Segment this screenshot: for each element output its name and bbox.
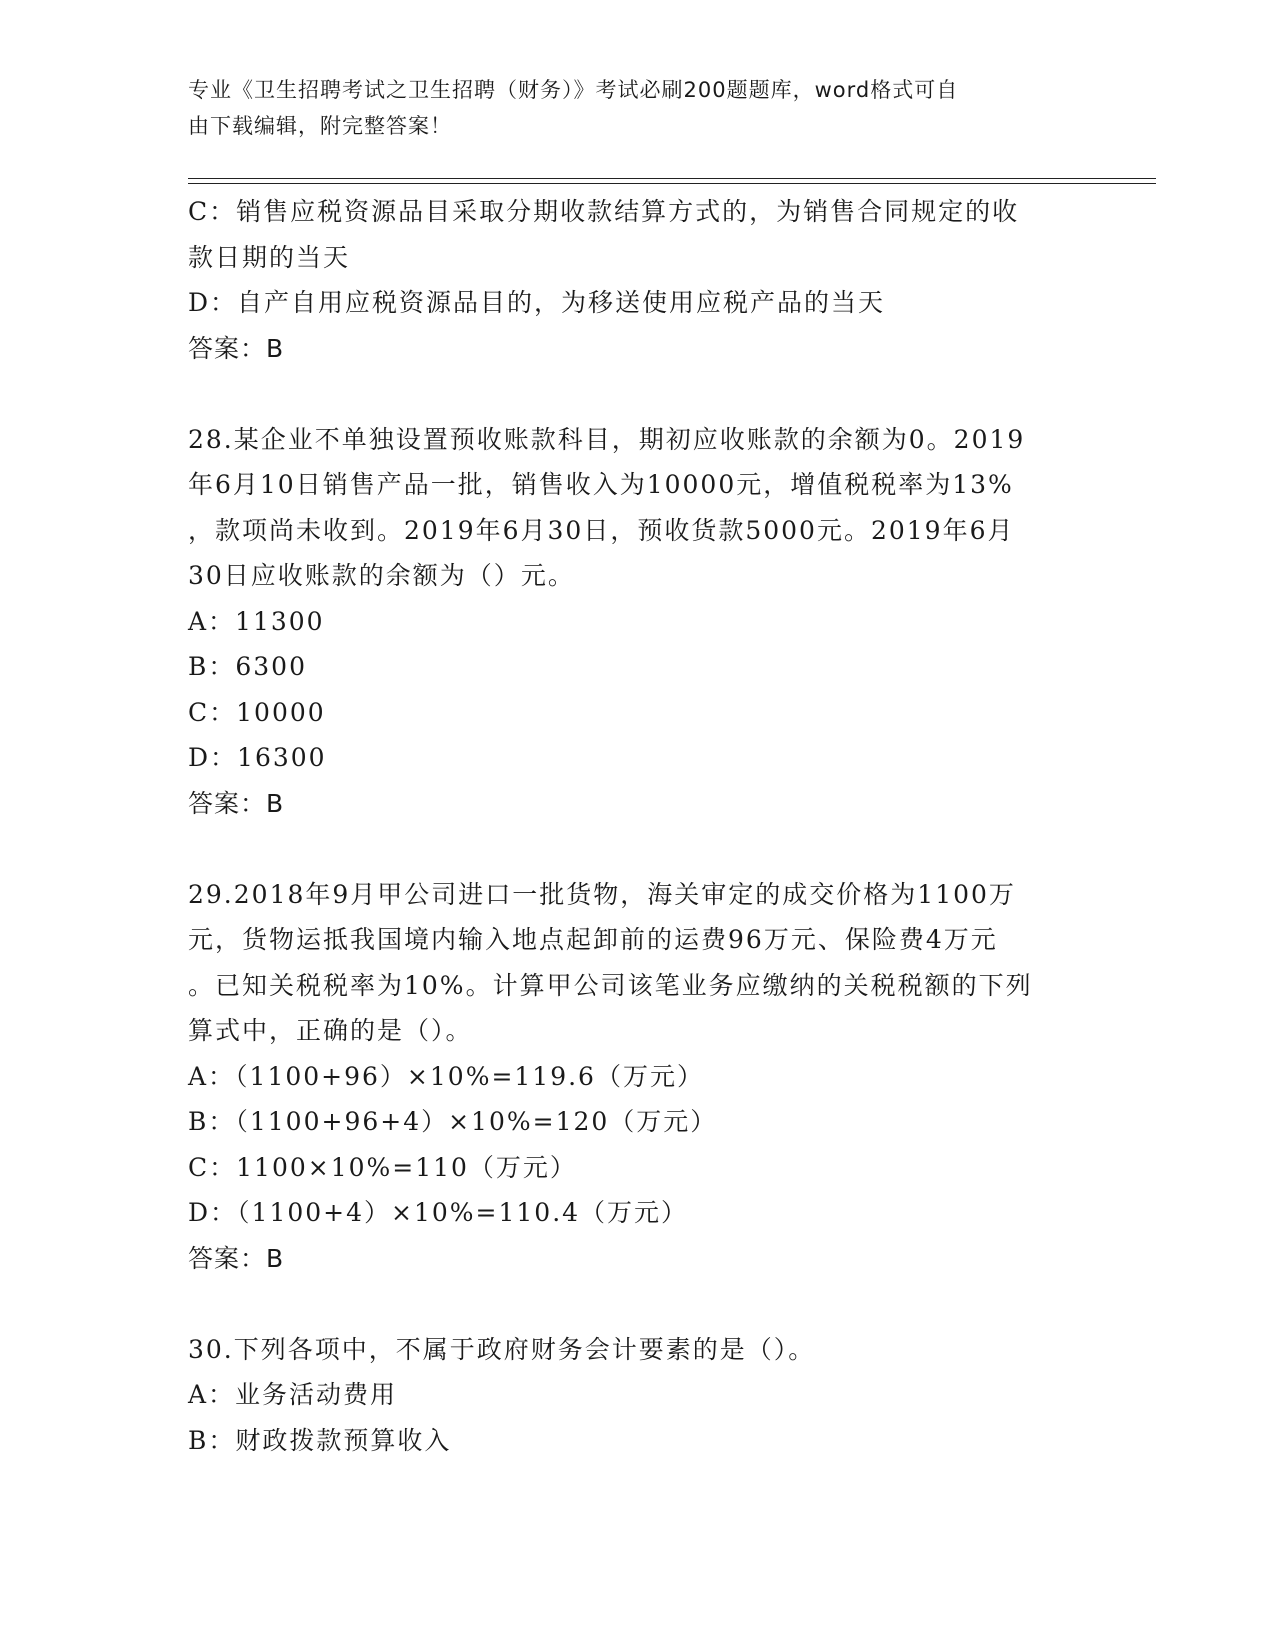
question-29 — [188, 872, 1088, 1282]
question-stem-line-1: 28.某企业不单独设置预收账款科目，期初应收账款的余额为0。2019 — [188, 424, 1026, 454]
question-content — [188, 189, 1088, 1463]
option-b: B：（1100+96+4）×10%=120（万元） — [188, 1107, 718, 1136]
question-stem-line-3: ，款项尚未收到。2019年6月30日，预收货款5000元。2019年6月 — [188, 515, 1015, 545]
option-c: C：1100×10%=110（万元） — [188, 1152, 577, 1182]
question-stem-line-3: 。已知关税税率为10%。计算甲公司该笔业务应缴纳的关税税额的下列 — [188, 970, 1033, 1000]
option-a: A：业务活动费用 — [188, 1380, 398, 1409]
header-line-2: 由下载编辑，附完整答案！ — [188, 114, 452, 138]
question-stem-line-4: 算式中，正确的是（）。 — [188, 1016, 473, 1045]
option-d: D：（1100+4）×10%=110.4（万元） — [188, 1198, 689, 1227]
option-a: A：11300 — [188, 606, 325, 636]
option-c: C：10000 — [188, 697, 326, 727]
question-stem-line-2: 年6月10日销售产品一批，销售收入为10000元，增值税税率为13% — [188, 470, 1014, 499]
option-d: D：自产自用应税资源品目的，为移送使用应税产品的当天 — [188, 288, 886, 317]
option-b: B：6300 — [188, 652, 307, 681]
answer: 答案：B — [188, 788, 285, 818]
spacer — [188, 371, 1088, 417]
spacer — [188, 826, 1088, 872]
question-stem-line-1: 30.下列各项中，不属于政府财务会计要素的是（）。 — [188, 1334, 816, 1364]
header-divider-bottom — [188, 183, 1156, 184]
question-30 — [188, 1327, 1088, 1464]
question-28 — [188, 417, 1088, 827]
option-b: B：财政拨款预算收入 — [188, 1425, 452, 1455]
question-27 — [188, 189, 1088, 371]
option-d: D：16300 — [188, 743, 327, 772]
question-stem-line-2: 元，货物运抵我国境内输入地点起卸前的运费96万元、保险费4万元 — [188, 925, 998, 954]
header-divider-top — [188, 178, 1156, 179]
header-line-1: 专业《卫生招聘考试之卫生招聘（财务）》考试必刷200题题库，word格式可自 — [188, 78, 959, 102]
document-header — [188, 72, 1068, 144]
option-c-line-2: 款日期的当天 — [188, 242, 351, 272]
spacer — [188, 1281, 1088, 1327]
option-a: A：（1100+96）×10%=119.6（万元） — [188, 1061, 704, 1091]
answer: 答案：B — [188, 1243, 285, 1273]
answer: 答案：B — [188, 333, 285, 363]
question-stem-line-1: 29.2018年9月甲公司进口一批货物，海关审定的成交价格为1100万 — [188, 879, 1016, 909]
option-c-line-1: C：销售应税资源品目采取分期收款结算方式的，为销售合同规定的收 — [188, 197, 1020, 226]
question-stem-line-4: 30日应收账款的余额为（）元。 — [188, 561, 575, 590]
